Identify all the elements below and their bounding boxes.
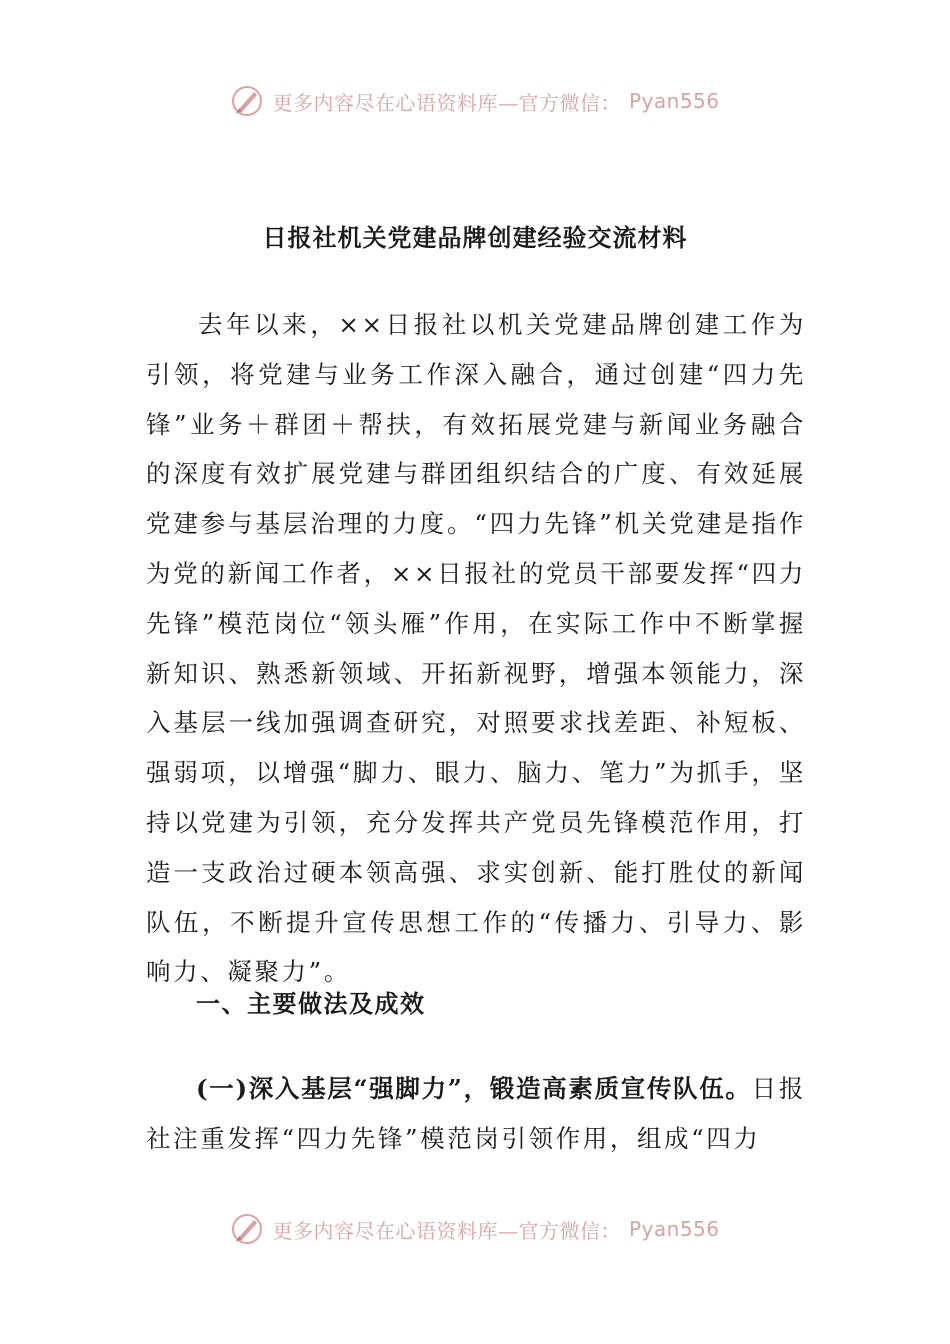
watermark-footer bbox=[0, 1212, 950, 1246]
watermark-text: 更多内容尽在心语资料库—官方微信： bbox=[272, 90, 621, 115]
document-title: 日报社机关党建品牌创建经验交流材料 bbox=[262, 223, 688, 252]
watermark-header bbox=[0, 84, 950, 118]
watermark-handle: Pyan556 bbox=[628, 1217, 720, 1241]
pen-logo-icon bbox=[230, 1212, 264, 1246]
section-heading: 一、主要做法及成效 bbox=[196, 989, 426, 1018]
watermark-text: 更多内容尽在心语资料库—官方微信： bbox=[272, 1218, 621, 1243]
pen-logo-icon bbox=[230, 84, 264, 118]
paragraph-intro: 去年以来，××日报社以机关党建品牌创建工作为引领，将党建与业务工作深入融合，通过创建“四力先锋”业务＋群团＋帮扶，有效拓展党建与新闻业务融合的深度有效扩展党建与群团组织结合的广度、有效延展党建参与基层治理的力度。“四力先锋”机关党建是指作为党的新闻工作者，××日报社的党员干部要发挥“四力先锋”模范岗位“领头雁”作用，在实际工作中不断掌握新知识、熟悉新领域、开拓新视野，增强本领能力，深入基层一线加强调查研究，对照要求找差距、补短板、强弱项，以增强“脚力、眼力、脑力、笔力”为抓手，坚持以党建为引领，充分发挥共产党员先锋模范作用，打造一支政治过硬本领高强、求实创新、能打胜仗的新闻队伍，不断提升宣传思想工作的“传播力、引导力、影响力、凝聚力”。 bbox=[146, 310, 806, 987]
subsection-lead: (一)深入基层“强脚力”，锻造高素质宣传队伍。 bbox=[196, 1074, 752, 1103]
paragraph-subsection-1 bbox=[146, 1064, 806, 1164]
subsection-text: 日报社注重发挥“四力先锋”模范岗引领作用，组成“四力 bbox=[146, 1074, 806, 1153]
watermark-handle: Pyan556 bbox=[628, 89, 720, 113]
